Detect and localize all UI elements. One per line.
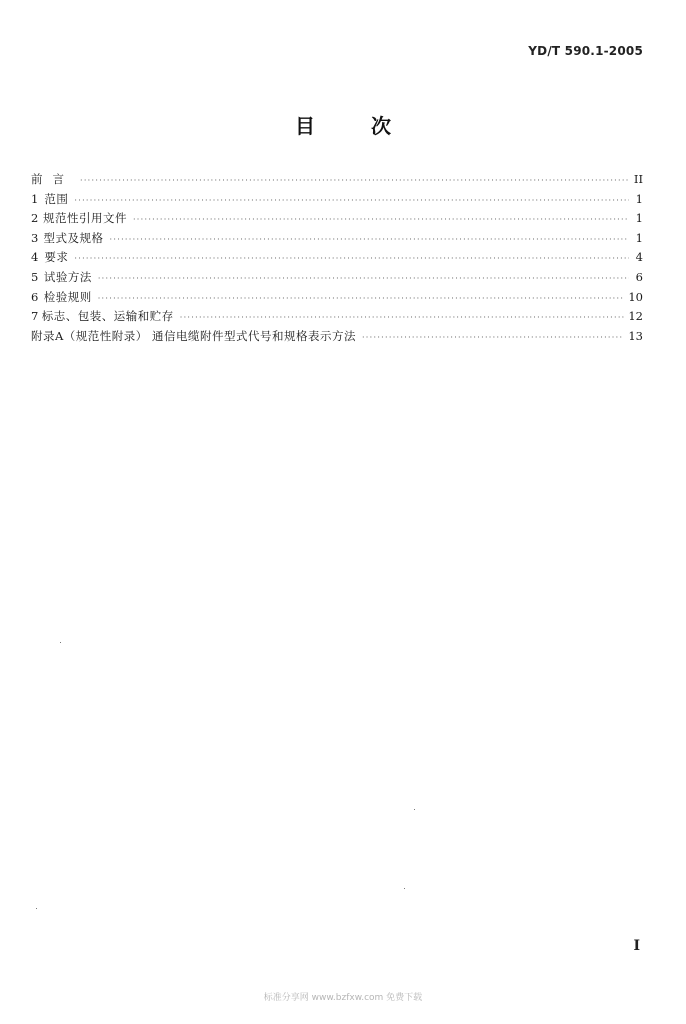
toc-entry-foreword[interactable] xyxy=(31,170,643,190)
toc-entry-7[interactable] xyxy=(31,307,643,327)
standard-code: YD/T 590.1-2005 xyxy=(528,44,643,58)
toc-entry-2[interactable] xyxy=(31,209,643,229)
toc-leader-dots xyxy=(74,249,629,269)
toc-entry-number: 3 xyxy=(31,230,39,245)
toc-entry-text: 要求 xyxy=(44,250,69,265)
toc-entry-text: 范围 xyxy=(44,191,69,206)
toc-entry-text: 型式及规格 xyxy=(43,230,104,245)
toc-entry-number: 2 xyxy=(31,211,39,226)
toc-entry-6[interactable] xyxy=(31,288,643,308)
toc-leader-dots xyxy=(80,171,629,191)
toc-leader-dots xyxy=(180,308,625,328)
toc-entry-number: 1 xyxy=(31,191,39,206)
toc-entry-page: 6 xyxy=(635,269,643,284)
toc-entry-page: 1 xyxy=(635,230,643,245)
toc-entry-page: 4 xyxy=(635,250,643,265)
toc-entry-number: 4 xyxy=(31,250,39,265)
scan-speck xyxy=(414,809,415,810)
toc-entry-number: 6 xyxy=(31,289,39,304)
scan-speck xyxy=(60,642,61,643)
scan-speck xyxy=(404,888,405,889)
toc-entry-number: 5 xyxy=(31,269,39,284)
toc-entry-1[interactable] xyxy=(31,190,643,210)
toc-entry-text: 前言 xyxy=(31,172,74,186)
toc-leader-dots xyxy=(74,191,629,211)
toc-entry-page: II xyxy=(633,172,643,186)
toc-entry-3[interactable] xyxy=(31,229,643,249)
toc-entry-page: 12 xyxy=(628,309,643,324)
table-of-contents xyxy=(31,170,643,346)
toc-entry-page: 10 xyxy=(628,289,643,304)
toc-entry-page: 1 xyxy=(635,191,643,206)
toc-leader-dots xyxy=(362,328,624,348)
toc-entry-number: 7 xyxy=(31,309,39,324)
toc-entry-text: 标志、包装、运输和贮存 xyxy=(41,309,174,324)
toc-title: 目次 xyxy=(295,114,447,138)
toc-entry-text: 试验方法 xyxy=(43,269,92,284)
toc-leader-dots xyxy=(98,269,629,289)
toc-leader-dots xyxy=(133,210,629,230)
toc-entry-page: 13 xyxy=(628,328,643,343)
toc-entry-page: 1 xyxy=(635,211,643,226)
toc-entry-text: 检验规则 xyxy=(43,289,92,304)
toc-leader-dots xyxy=(98,289,625,309)
toc-entry-5[interactable] xyxy=(31,268,643,288)
watermark: 标准分享网 www.bzfxw.com 免费下载 xyxy=(263,993,423,1003)
toc-entry-text: 规范性引用文件 xyxy=(42,211,127,226)
toc-leader-dots xyxy=(110,230,629,250)
toc-entry-text: 附录A（规范性附录） 通信电缆附件型式代号和规格表示方法 xyxy=(31,328,356,343)
toc-entry-4[interactable] xyxy=(31,248,643,268)
page-number: I xyxy=(633,938,640,954)
scan-speck xyxy=(36,908,37,909)
toc-entry-appendix-a[interactable] xyxy=(31,327,643,347)
